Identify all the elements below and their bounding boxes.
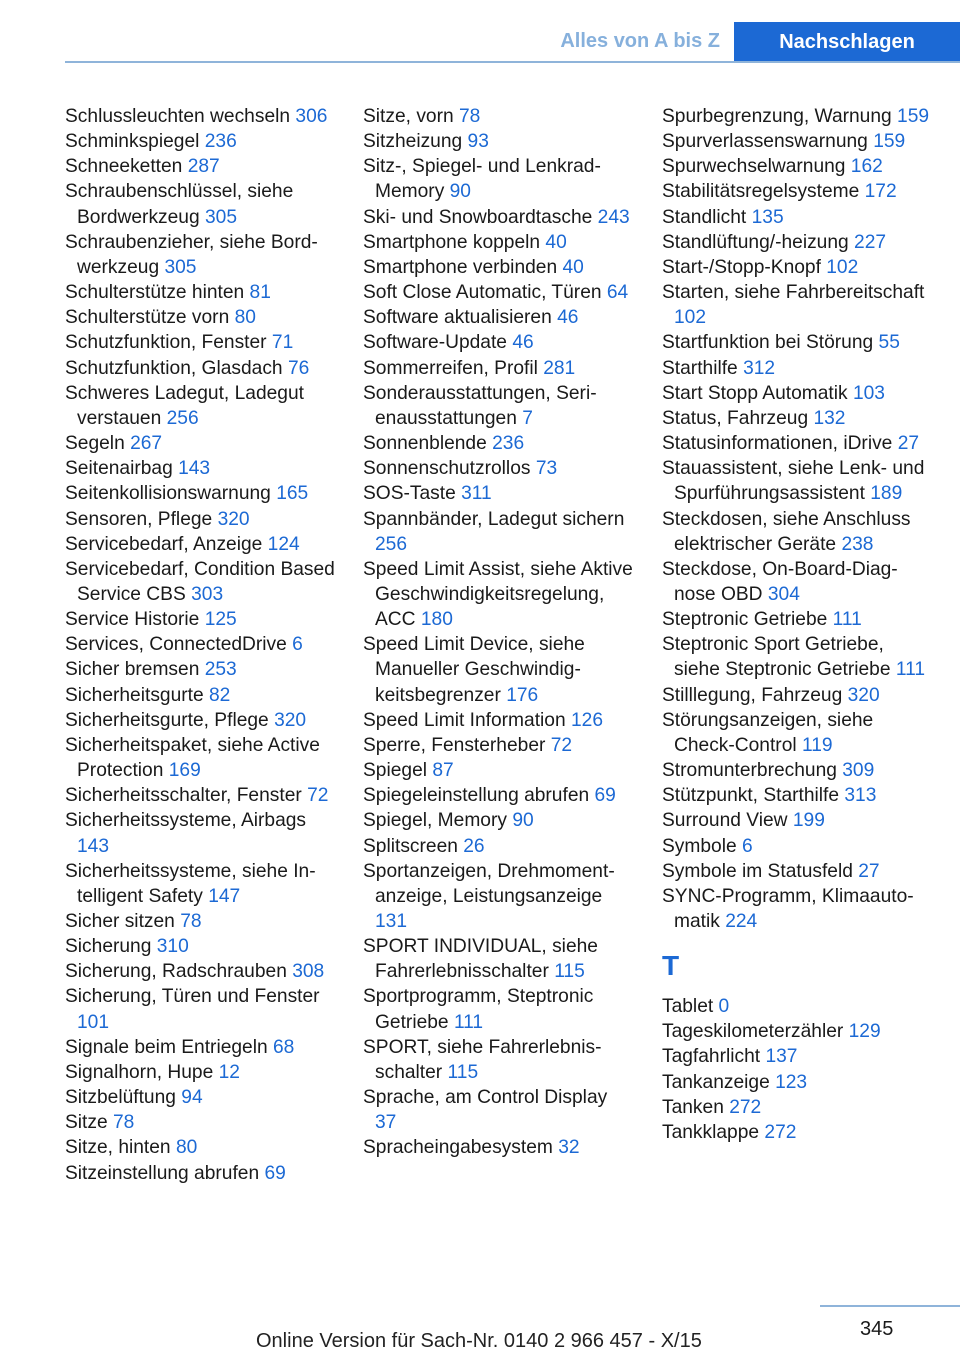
index-entry (65, 305, 335, 330)
page-reference-link[interactable]: 159 (873, 131, 906, 153)
index-entry (65, 129, 335, 154)
index-term: Sommerreifen, Profil (363, 357, 538, 379)
index-term: Software-Update (363, 332, 507, 354)
index-term: Software aktualisieren (363, 307, 552, 329)
page-reference-link[interactable]: 78 (113, 1112, 135, 1134)
index-entry (363, 783, 633, 808)
index-entry (363, 984, 633, 1034)
index-entry (65, 431, 335, 456)
index-term: Tageskilometerzähler (662, 1021, 844, 1043)
index-column-1 (65, 104, 335, 1186)
index-entry (662, 632, 932, 682)
index-entry (363, 808, 633, 833)
index-term: Sicherheitsschalter, Fenster (65, 785, 302, 807)
page-reference-link[interactable]: 71 (271, 332, 294, 354)
index-term: Sicherung, Radschrauben (65, 961, 287, 983)
index-term: Sitz-, Spiegel- und Lenkrad-Memory (363, 156, 601, 203)
page-reference-link[interactable]: 272 (729, 1096, 762, 1118)
page-reference-link[interactable]: 305 (164, 256, 197, 278)
index-term: Startfunktion bei Störung (662, 332, 874, 354)
page-reference-link[interactable]: 119 (801, 734, 833, 756)
index-term: SOS-Taste (363, 483, 456, 505)
page-reference-link[interactable]: 115 (554, 961, 585, 983)
page-reference-link[interactable]: 81 (249, 282, 271, 304)
index-term: Surround View (662, 810, 788, 832)
index-term: Spiegel (363, 760, 428, 782)
page-reference-link[interactable]: 80 (175, 1137, 198, 1159)
index-term: Sitzeinstellung abrufen (65, 1162, 260, 1184)
index-term: Sitzbelüftung (65, 1087, 176, 1109)
index-entry (363, 104, 633, 129)
index-term: Steptronic Getriebe (662, 609, 828, 631)
index-entry (662, 557, 932, 607)
index-term: Schulterstütze vorn (65, 307, 230, 329)
index-entry (65, 330, 335, 355)
index-entry (363, 507, 633, 557)
page-reference-link[interactable]: 147 (208, 885, 241, 907)
page-reference-link[interactable]: 287 (187, 156, 220, 178)
index-term: Schraubenschlüssel, siehe Bordwerkzeug (65, 181, 294, 228)
index-entry (65, 179, 335, 229)
index-term: Sportprogramm, Steptronic Getriebe (363, 986, 594, 1033)
index-entry (65, 1035, 335, 1060)
index-entry (662, 330, 932, 355)
page-reference-link[interactable]: 64 (606, 282, 629, 304)
page-reference-link[interactable]: 236 (492, 433, 525, 455)
index-entry (363, 230, 633, 255)
index-entry (363, 834, 633, 859)
index-entry (662, 507, 932, 557)
page-reference-link[interactable]: 308 (292, 961, 325, 983)
page-reference-link[interactable]: 256 (375, 533, 408, 555)
index-entry (363, 154, 633, 204)
index-term: Schlussleuchten wechseln (65, 106, 291, 127)
index-term: Starten, siehe Fahrbereitschaft (662, 282, 925, 304)
index-entry (662, 179, 932, 204)
index-entry (662, 683, 932, 708)
index-term: Sperre, Fensterheber (363, 734, 546, 756)
page-reference-link[interactable]: 169 (168, 760, 201, 782)
page-reference-link[interactable]: 199 (792, 810, 825, 832)
page-reference-link[interactable]: 162 (850, 156, 883, 178)
index-entry (65, 381, 335, 431)
page-reference-link[interactable]: 90 (512, 810, 534, 832)
index-term: Schminkspiegel (65, 131, 200, 153)
index-entry (65, 808, 335, 858)
index-term: Signalhorn, Hupe (65, 1061, 214, 1083)
page-number-rule (820, 1305, 960, 1307)
index-term: SPORT, siehe Fahrerlebnisschalter (363, 1036, 602, 1083)
page-reference-link[interactable]: 101 (77, 1011, 110, 1033)
index-entry (65, 909, 335, 934)
page-reference-link[interactable]: 76 (287, 357, 310, 379)
index-term: Sprache, am Control Display (363, 1087, 608, 1109)
index-entry (662, 758, 932, 783)
index-entry (662, 356, 932, 381)
index-term: Sportanzeigen, Drehmomentanzeige, Leistungsanzeige (363, 860, 615, 907)
index-term: Ski- und Snowboardtasche (363, 206, 593, 228)
index-entry (662, 1120, 932, 1145)
index-entry (65, 683, 335, 708)
index-term: Sitze, vorn (363, 106, 454, 127)
index-term: Sicherheitssysteme, Airbags (65, 810, 307, 832)
index-term: Steckdose, On-Board-Diagnose OBD (662, 558, 898, 605)
index-entry (363, 1085, 633, 1135)
index-term: Steptronic Sport Getriebe, siehe Steptronic Getriebe (662, 634, 891, 681)
page-reference-link[interactable]: 46 (512, 332, 534, 354)
page-reference-link[interactable]: 82 (209, 684, 231, 706)
index-term: Seitenairbag (65, 458, 173, 480)
index-entry (662, 859, 932, 884)
page-reference-link[interactable]: 137 (765, 1046, 798, 1068)
index-term: Sonnenschutzrollos (363, 458, 531, 480)
index-term: Starthilfe (662, 357, 738, 379)
index-term: Seitenkollisionswarnung (65, 483, 271, 505)
index-term: Speed Limit Assist, siehe Aktive Geschwindigkeitsregelung, ACC (363, 558, 633, 631)
page-reference-link[interactable]: 272 (764, 1121, 797, 1143)
index-entry (363, 481, 633, 506)
index-term: Sicherheitssysteme, siehe Intelligent Safety (65, 860, 316, 907)
index-term: Sicher sitzen (65, 911, 175, 932)
page-reference-link[interactable]: 159 (897, 106, 930, 127)
index-term: Speed Limit Information (363, 709, 566, 731)
index-term: Service Historie (65, 609, 200, 631)
index-entry (363, 280, 633, 305)
page-reference-link[interactable]: 6 (292, 634, 303, 656)
page-reference-link[interactable]: 172 (864, 181, 897, 203)
index-term: Sicherheitsgurte (65, 684, 204, 706)
page-reference-link[interactable]: 253 (204, 659, 237, 681)
index-entry (662, 129, 932, 154)
index-term: Sonnenblende (363, 433, 487, 455)
index-entry (65, 481, 335, 506)
page-reference-link[interactable]: 102 (826, 256, 859, 278)
page-reference-link[interactable]: 69 (264, 1162, 286, 1184)
page-reference-link[interactable]: 176 (506, 684, 539, 706)
index-entry (662, 154, 932, 179)
index-entry (662, 280, 932, 330)
page-reference-link[interactable]: 256 (166, 407, 199, 429)
index-term: Spurbegrenzung, Warnung (662, 106, 892, 127)
page-reference-link[interactable]: 78 (459, 106, 481, 127)
index-entry (363, 330, 633, 355)
index-entry (662, 230, 932, 255)
index-term: Spracheingabesystem (363, 1137, 553, 1159)
index-entry (363, 859, 633, 934)
page-reference-link[interactable]: 132 (813, 407, 846, 429)
page-reference-link[interactable]: 32 (558, 1137, 580, 1159)
index-term: Signale beim Entriegeln (65, 1036, 268, 1058)
index-term: Symbole (662, 835, 737, 857)
index-term: Sonderausstattungen, Serienausstattungen (363, 382, 597, 429)
page-reference-link[interactable]: 313 (844, 785, 877, 807)
index-entry (65, 1161, 335, 1186)
index-term: Schulterstütze hinten (65, 282, 245, 304)
footer-text: Online Version für Sach-Nr. 0140 2 966 457 - X/15 (256, 1330, 702, 1352)
page-reference-link[interactable]: 87 (432, 760, 454, 782)
index-entry (662, 205, 932, 230)
index-entry (363, 1135, 633, 1160)
page-reference-link[interactable]: 7 (522, 407, 533, 429)
index-term: Sicherung, Türen und Fenster (65, 986, 320, 1008)
page-reference-link[interactable]: 303 (191, 583, 224, 605)
index-column-3 (662, 104, 932, 1145)
index-term: Tankanzeige (662, 1071, 770, 1093)
index-term: Sicherheitsgurte, Pflege (65, 709, 269, 731)
index-entry (363, 431, 633, 456)
index-term: Tablet (662, 996, 719, 1018)
index-term: Speed Limit Device, siehe Manueller Geschwindigkeitsbegrenzer (363, 634, 585, 706)
index-entry (65, 1110, 335, 1135)
index-term: Stromunterbrechung (662, 760, 837, 782)
page-reference-link[interactable]: 143 (77, 835, 110, 857)
index-entry (65, 507, 335, 532)
index-term: Standlüftung/-heizung (662, 231, 849, 253)
page-header (65, 0, 960, 62)
index-entry (65, 230, 335, 280)
index-entry (662, 255, 932, 280)
page-reference-link[interactable]: 267 (130, 433, 163, 455)
page-reference-link[interactable]: 102 (674, 307, 707, 329)
index-entry (662, 884, 932, 934)
index-entry (363, 934, 633, 984)
page-reference-link[interactable]: 304 (767, 583, 800, 605)
page-reference-link[interactable]: 26 (463, 835, 485, 857)
page-reference-link[interactable]: 180 (420, 609, 453, 631)
index-entry (363, 255, 633, 280)
page-reference-link[interactable]: 312 (743, 357, 776, 379)
index-entry (662, 104, 932, 129)
index-term: Services, ConnectedDrive (65, 634, 287, 656)
index-entry (363, 381, 633, 431)
page-reference-link[interactable]: 0 (718, 996, 730, 1018)
page-reference-link[interactable]: 27 (897, 433, 920, 455)
index-entry (65, 1060, 335, 1085)
index-entry (65, 1135, 335, 1160)
index-term: Servicebedarf, Anzeige (65, 533, 263, 555)
page-reference-link[interactable]: 111 (832, 609, 862, 631)
page-reference-link[interactable]: 125 (204, 609, 237, 631)
page-reference-link[interactable]: 12 (218, 1061, 240, 1083)
index-entry (65, 657, 335, 682)
section-letter-heading: T (662, 950, 680, 982)
index-entry (662, 708, 932, 758)
page-reference-link[interactable]: 115 (447, 1061, 479, 1083)
index-term: Smartphone koppeln (363, 231, 541, 253)
index-entry (65, 532, 335, 557)
index-entry (363, 557, 633, 632)
index-term: Schutzfunktion, Fenster (65, 332, 267, 354)
index-term: Sicherheitspaket, siehe Active Protection (65, 734, 320, 782)
index-term: Schutzfunktion, Glasdach (65, 357, 283, 379)
index-entry (662, 994, 932, 1019)
index-term: Status, Fahrzeug (662, 407, 809, 429)
page-reference-link[interactable]: 306 (295, 106, 328, 127)
index-entry (662, 607, 932, 632)
page-number: 345 (860, 1318, 894, 1340)
page-reference-link[interactable]: 320 (217, 508, 250, 530)
index-term: Spannbänder, Ladegut sichern (363, 508, 625, 530)
index-entry (65, 859, 335, 909)
index-term: Tankklappe (662, 1121, 760, 1143)
page-reference-link[interactable]: 227 (854, 231, 887, 253)
page-reference-link[interactable]: 123 (775, 1071, 808, 1093)
index-term: Stilllegung, Fahrzeug (662, 684, 843, 706)
index-term: Soft Close Automatic, Türen (363, 282, 602, 304)
index-term: Sitzheizung (363, 131, 463, 153)
index-term: Spurwechselwarnung (662, 156, 846, 178)
page-reference-link[interactable]: 129 (848, 1021, 881, 1043)
page-reference-link[interactable]: 243 (597, 206, 630, 228)
index-entry (65, 708, 335, 733)
header-rule (65, 61, 960, 63)
index-entry (363, 305, 633, 330)
page-reference-link[interactable]: 311 (461, 483, 492, 505)
index-entry (363, 758, 633, 783)
index-entry (65, 632, 335, 657)
page-reference-link[interactable]: 320 (274, 709, 307, 731)
page-reference-link[interactable]: 143 (178, 458, 211, 480)
index-entry (662, 1070, 932, 1095)
index-entry (363, 129, 633, 154)
index-term: Stützpunkt, Starthilfe (662, 785, 840, 807)
index-entry (65, 984, 335, 1034)
index-entry (363, 733, 633, 758)
index-term: Sicherung (65, 936, 152, 958)
index-term: Start-/Stopp-Knopf (662, 256, 821, 278)
index-entry (662, 456, 932, 506)
page-reference-link[interactable]: 124 (267, 533, 300, 555)
index-term: Stabilitätsregelsysteme (662, 181, 860, 203)
page-reference-link[interactable]: 27 (858, 860, 880, 882)
page-reference-link[interactable]: 72 (550, 734, 573, 756)
page-reference-link[interactable]: 68 (273, 1036, 295, 1058)
index-entry (662, 834, 932, 859)
index-term: Sicher bremsen (65, 659, 200, 681)
index-term: Stauassistent, siehe Lenk- und Spurführungsassistent (662, 458, 925, 505)
index-entry (65, 959, 335, 984)
index-entry (65, 557, 335, 607)
index-term: Sitze (65, 1112, 108, 1134)
index-entry (662, 431, 932, 456)
index-entry (363, 708, 633, 733)
page-reference-link[interactable]: 103 (852, 382, 885, 404)
index-entry (65, 456, 335, 481)
section-tab-nachschlagen[interactable]: Nachschlagen (734, 22, 960, 63)
page-reference-link[interactable]: 69 (594, 785, 616, 807)
index-entry (363, 1035, 633, 1085)
section-label: Alles von A bis Z (560, 30, 720, 52)
index-entry (65, 1085, 335, 1110)
index-entry (363, 456, 633, 481)
index-term: Schneeketten (65, 156, 183, 178)
index-column-2 (363, 104, 633, 1161)
index-entry (65, 607, 335, 632)
index-entry (65, 783, 335, 808)
index-entry (363, 356, 633, 381)
index-entry (662, 1044, 932, 1069)
index-entry (662, 406, 932, 431)
page-reference-link[interactable]: 131 (375, 911, 408, 932)
page-reference-link[interactable]: 72 (307, 785, 329, 807)
index-term: Steckdosen, siehe Anschluss elektrischer Geräte (662, 508, 911, 555)
page-reference-link[interactable]: 111 (453, 1011, 484, 1033)
page-reference-link[interactable]: 111 (895, 659, 926, 681)
page-reference-link[interactable]: 73 (535, 458, 558, 480)
page-reference-link[interactable]: 236 (204, 131, 237, 153)
index-term: Störungsanzeigen, siehe Check-Control (662, 709, 874, 756)
page-reference-link[interactable]: 281 (543, 357, 576, 379)
index-term: Sensoren, Pflege (65, 508, 213, 530)
page-reference-link[interactable]: 37 (375, 1112, 397, 1134)
index-term: Spiegeleinstellung abrufen (363, 785, 590, 807)
index-term: Spiegel, Memory (363, 810, 507, 832)
page-reference-link[interactable]: 165 (276, 483, 309, 505)
page-reference-link[interactable]: 309 (842, 760, 875, 782)
index-entry (662, 808, 932, 833)
page-reference-link[interactable]: 310 (156, 936, 189, 958)
page-reference-link[interactable]: 55 (878, 332, 900, 354)
index-term: Tanken (662, 1096, 724, 1118)
index-entry (662, 1019, 932, 1044)
page-reference-link[interactable]: 6 (742, 835, 753, 857)
index-term: Sitze, hinten (65, 1137, 171, 1159)
page-reference-link[interactable]: 90 (449, 181, 471, 203)
page-reference-link[interactable]: 40 (562, 256, 584, 278)
page-reference-link[interactable]: 93 (467, 131, 489, 153)
index-entry (65, 934, 335, 959)
index-entry (662, 783, 932, 808)
index-entry (363, 205, 633, 230)
index-entry (65, 280, 335, 305)
index-term: Spurverlassenswarnung (662, 131, 868, 153)
page-reference-link[interactable]: 46 (557, 307, 579, 329)
page-reference-link[interactable]: 40 (545, 231, 567, 253)
index-entry (363, 632, 633, 707)
index-entry (65, 154, 335, 179)
index-entry (65, 356, 335, 381)
page-reference-link[interactable]: 126 (570, 709, 603, 731)
index-term: Tagfahrlicht (662, 1046, 761, 1068)
page-reference-link[interactable]: 94 (181, 1087, 203, 1109)
page-reference-link[interactable]: 189 (870, 483, 903, 505)
index-entry (65, 104, 335, 129)
index-entry (662, 1095, 932, 1120)
index-term: Splitscreen (363, 835, 458, 857)
page-reference-link[interactable]: 224 (725, 911, 758, 932)
index-term: Smartphone verbinden (363, 256, 558, 278)
index-term: Servicebedarf, Condition Based Service CBS (65, 558, 335, 605)
page-reference-link[interactable]: 305 (205, 206, 238, 228)
page-reference-link[interactable]: 78 (180, 911, 202, 932)
index-term: SYNC-Programm, Klimaautomatik (662, 885, 914, 932)
page-reference-link[interactable]: 80 (234, 307, 256, 329)
index-term: Standlicht (662, 206, 747, 228)
index-entry (65, 733, 335, 783)
index-term: Schweres Ladegut, Ladegut verstauen (65, 382, 304, 429)
index-term: Schraubenzieher, siehe Bordwerkzeug (65, 231, 318, 278)
index-term: Symbole im Statusfeld (662, 860, 853, 882)
index-term: Statusinformationen, iDrive (662, 433, 893, 455)
page-reference-link[interactable]: 238 (841, 533, 874, 555)
index-entry (662, 381, 932, 406)
index-term: Start Stopp Automatik (662, 382, 848, 404)
index-term: SPORT INDIVIDUAL, siehe Fahrerlebnisschalter (363, 936, 598, 983)
page-reference-link[interactable]: 320 (847, 684, 880, 706)
index-term: Segeln (65, 433, 125, 455)
page-reference-link[interactable]: 135 (751, 206, 784, 228)
